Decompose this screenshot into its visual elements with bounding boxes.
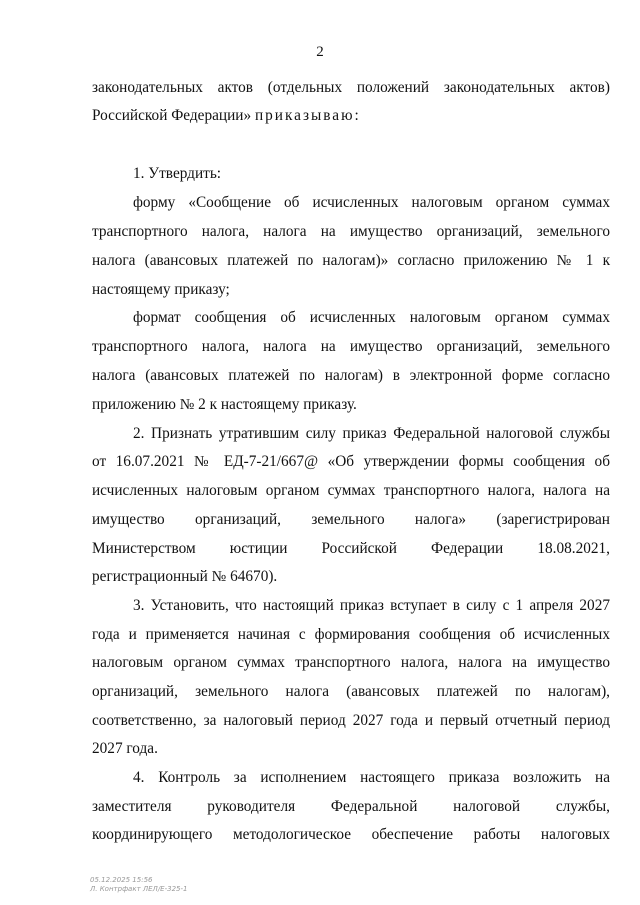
item2-line-1: 2. Признать утратившим силу приказ Федеральной налоговой службы [133,425,610,442]
footer-doc-ref: Л. Контрфакт ЛЕЛ/Е-325-1 [90,885,188,893]
form-line-3: налога (авансовых платежей по налогам)» согласно приложению № 1 к [92,252,610,269]
item3-line-1: 3. Установить, что настоящий приказ вступает в силу с 1 апреля 2027 [133,597,610,614]
preamble-line-2 [92,106,361,126]
item2-line-4: имущество организаций, земельного налога» (зарегистрирован [92,511,610,528]
form-line-4: настоящему приказу; [92,281,230,298]
item4-line-3: координирующего методологическое обеспечение работы налоговых [92,826,610,843]
page-number: 2 [316,44,324,60]
order-word: приказываю: [254,107,361,124]
format-line-3: налога (авансовых платежей по налогам) в электронной форме согласно [92,367,610,384]
item2-line-6: регистрационный № 64670). [92,568,278,585]
form-line-2: транспортного налога, налога на имущество организаций, земельного [92,223,610,240]
item2-line-2: от 16.07.2021 № ЕД-7-21/667@ «Об утверждении формы сообщения об [92,453,610,470]
format-line-2: транспортного налога, налога на имущество организаций, земельного [92,338,610,355]
footer-timestamp: 05.12.2025 15:56 [90,876,153,884]
preamble-text: Российской Федерации» [92,107,252,124]
item4-line-1: 4. Контроль за исполнением настоящего приказа возложить на [133,769,610,786]
preamble-line-1: законодательных актов (отдельных положений законодательных актов) [92,79,610,96]
item1-heading: 1. Утвердить: [133,165,222,182]
item2-line-3: исчисленных налоговым органом суммах транспортного налога, налога на [92,482,610,499]
item3-line-3: налоговым органом суммах транспортного налога, налога на имущество [92,654,610,671]
item3-line-5: соответственно, за налоговый период 2027 года и первый отчетный период [92,712,610,729]
item3-line-6: 2027 года. [92,740,158,757]
format-line-1: формат сообщения об исчисленных налоговым органом суммах [133,309,610,326]
item2-line-5: Министерством юстиции Российской Федерации 18.08.2021, [92,540,610,557]
form-line-1: форму «Сообщение об исчисленных налоговым органом суммах [133,194,610,211]
item3-line-4: организаций, земельного налога (авансовых платежей по налогам), [92,683,610,700]
item4-line-2: заместителя руководителя Федеральной налоговой службы, [92,798,610,815]
format-line-4: приложению № 2 к настоящему приказу. [92,396,357,413]
item3-line-2: года и применяется начиная с формирования сообщения об исчисленных [92,626,610,643]
